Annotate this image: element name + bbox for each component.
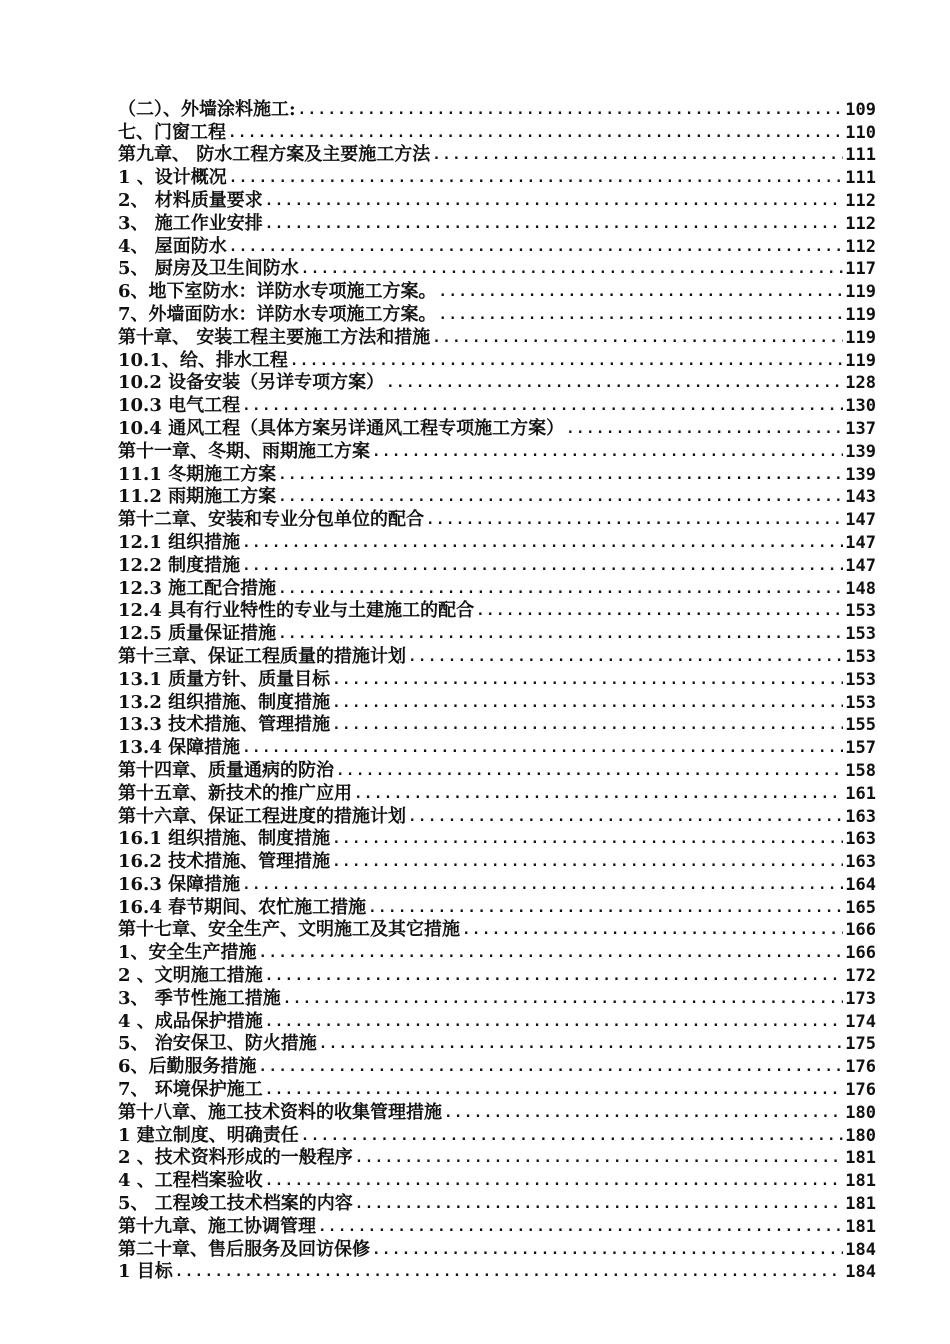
toc-dot-leader	[332, 669, 843, 691]
toc-entry-page-number: 181	[845, 1148, 876, 1169]
toc-entry-title: 5、 工程竣工技术档案的内容	[118, 1193, 353, 1215]
toc-entry-page-number: 163	[845, 852, 876, 873]
toc-entry[interactable]	[118, 668, 876, 691]
toc-entry-title: 第十六章、保证工程进度的措施计划	[118, 805, 406, 827]
toc-entry-title: 七、门窗工程	[118, 121, 226, 143]
toc-entry-title: 11.2 雨期施工方案	[118, 486, 277, 508]
toc-entry-page-number: 109	[845, 99, 876, 120]
toc-entry-page-number: 112	[845, 190, 876, 211]
toc-dot-leader	[432, 144, 843, 166]
toc-entry-title: 2 、文明施工措施	[118, 965, 263, 987]
toc-entry-page-number: 174	[845, 1011, 876, 1032]
toc-entry[interactable]	[118, 1215, 876, 1238]
toc-entry-title: 10.1、给、排水工程	[118, 349, 288, 371]
toc-entry[interactable]	[118, 1192, 876, 1215]
toc-dot-leader	[242, 737, 843, 759]
toc-dot-leader	[332, 714, 843, 736]
toc-entry[interactable]	[118, 1169, 876, 1192]
toc-dot-leader	[355, 1147, 843, 1169]
toc-entry[interactable]	[118, 417, 876, 440]
toc-dot-leader	[368, 897, 843, 919]
toc-dot-leader	[175, 1261, 843, 1283]
toc-entry[interactable]	[118, 554, 876, 577]
toc-entry-page-number: 119	[845, 282, 876, 303]
toc-dot-leader	[242, 532, 843, 554]
toc-entry-title: 6、地下室防水：详防水专项施工方案。	[118, 281, 437, 303]
toc-dot-leader	[439, 281, 844, 303]
toc-entry[interactable]	[118, 1147, 876, 1170]
toc-entry[interactable]	[118, 440, 876, 463]
toc-dot-leader	[301, 1125, 843, 1147]
toc-entry[interactable]	[118, 850, 876, 873]
toc-dot-leader	[278, 578, 843, 600]
toc-entry[interactable]	[118, 828, 876, 851]
toc-entry[interactable]	[118, 144, 876, 167]
toc-dot-leader	[278, 486, 843, 508]
toc-dot-leader	[332, 851, 843, 873]
toc-entry-page-number: 176	[845, 1080, 876, 1101]
toc-entry[interactable]	[118, 258, 876, 281]
toc-entry-title: 1、安全生产措施	[118, 942, 257, 964]
toc-entry-page-number: 157	[845, 738, 876, 759]
toc-entry-title: 7、 环境保护施工	[118, 1079, 263, 1101]
toc-entry[interactable]	[118, 1033, 876, 1056]
toc-dot-leader	[332, 828, 843, 850]
toc-entry-title: 12.1 组织措施	[118, 531, 241, 553]
toc-entry-title: 16.4 春节期间、农忙施工措施	[118, 896, 367, 918]
toc-dot-leader	[444, 1102, 843, 1124]
toc-entry[interactable]	[118, 1101, 876, 1124]
toc-entry-title: 4 、工程档案验收	[118, 1170, 263, 1192]
toc-dot-leader	[336, 760, 843, 782]
toc-dot-leader	[265, 1011, 843, 1033]
toc-dot-leader	[354, 783, 843, 805]
toc-entry[interactable]	[118, 1261, 876, 1284]
toc-entry-title: 13.4 保障措施	[118, 737, 241, 759]
toc-entry[interactable]	[118, 622, 876, 645]
toc-entry-page-number: 175	[845, 1034, 876, 1055]
toc-entry-page-number: 161	[845, 783, 876, 804]
toc-entry-title: 第十七章、安全生产、文明施工及其它措施	[118, 919, 460, 941]
toc-entry-title: 第九章、 防水工程方案及主要施工方法	[118, 144, 431, 166]
toc-entry-page-number: 153	[845, 669, 876, 690]
toc-entry-page-number: 112	[845, 213, 876, 234]
toc-entry[interactable]	[118, 1010, 876, 1033]
toc-entry-title: 第十三章、保证工程质量的措施计划	[118, 645, 406, 667]
toc-dot-leader	[259, 1056, 844, 1078]
toc-entry-page-number: 128	[845, 373, 876, 394]
toc-entry-title: 3、 季节性施工措施	[118, 987, 281, 1009]
toc-entry-page-number: 181	[845, 1171, 876, 1192]
toc-entry-page-number: 130	[845, 396, 876, 417]
toc-entry-page-number: 111	[845, 145, 876, 166]
toc-entry-title: 1 建立制度、明确责任	[118, 1124, 299, 1146]
toc-dot-leader	[319, 1033, 843, 1055]
toc-entry-title: 13.1 质量方针、质量目标	[118, 668, 331, 690]
toc-entry-page-number: 153	[845, 692, 876, 713]
toc-entry-page-number: 181	[845, 1216, 876, 1237]
toc-dot-leader	[278, 464, 843, 486]
toc-entry-title: 1 、设计概况	[118, 167, 227, 189]
toc-entry[interactable]	[118, 919, 876, 942]
toc-entry[interactable]	[118, 1124, 876, 1147]
toc-entry-title: 第十八章、施工技术资料的收集管理措施	[118, 1101, 442, 1123]
toc-entry-page-number: 153	[845, 601, 876, 622]
toc-dot-leader	[298, 99, 844, 121]
toc-entry-title: 10.4 通风工程（具体方案另详通风工程专项施工方案）	[118, 417, 565, 439]
toc-entry-title: 10.2 设备安装（另详专项方案）	[118, 372, 385, 394]
toc-dot-leader	[408, 806, 843, 828]
toc-entry-title: 16.3 保障措施	[118, 873, 241, 895]
toc-entry[interactable]	[118, 896, 876, 919]
toc-entry[interactable]	[118, 873, 876, 896]
toc-entry[interactable]	[118, 805, 876, 828]
toc-entry-title: 第十五章、新技术的推广应用	[118, 782, 352, 804]
toc-entry-page-number: 163	[845, 806, 876, 827]
toc-entry-page-number: 111	[845, 168, 876, 189]
toc-entry-page-number: 180	[845, 1125, 876, 1146]
toc-entry-page-number: 184	[845, 1262, 876, 1283]
toc-entry-page-number: 173	[845, 988, 876, 1009]
toc-dot-leader	[242, 874, 843, 896]
toc-entry-title: 10.3 电气工程	[118, 395, 241, 417]
toc-entry[interactable]	[118, 941, 876, 964]
toc-entry-title: 16.2 技术措施、管理措施	[118, 851, 331, 873]
toc-entry-page-number: 181	[845, 1194, 876, 1215]
toc-entry-title: 5、 厨房及卫生间防水	[118, 258, 299, 280]
toc-entry[interactable]	[118, 645, 876, 668]
toc-entry-page-number: 147	[845, 532, 876, 553]
toc-entry-title: 13.3 技术措施、管理措施	[118, 714, 331, 736]
toc-entry-page-number: 110	[845, 122, 876, 143]
toc-entry-title: 第十四章、质量通病的防治	[118, 759, 334, 781]
toc-entry[interactable]	[118, 303, 876, 326]
toc-dot-leader	[229, 167, 843, 189]
toc-entry-page-number: 153	[845, 624, 876, 645]
toc-entry-title: 3、 施工作业安排	[118, 212, 263, 234]
toc-entry-title: 12.4 具有行业特性的专业与土建施工的配合	[118, 600, 475, 622]
toc-entry[interactable]	[118, 280, 876, 303]
toc-entry-page-number: 165	[845, 897, 876, 918]
toc-entry-page-number: 119	[845, 304, 876, 325]
toc-entry-title: 6、后勤服务措施	[118, 1056, 257, 1078]
toc-entry[interactable]	[118, 987, 876, 1010]
toc-entry-page-number: 155	[845, 715, 876, 736]
toc-entry-page-number: 164	[845, 874, 876, 895]
toc-entry-page-number: 147	[845, 555, 876, 576]
toc-entry[interactable]	[118, 600, 876, 623]
toc-entry-title: 5、 治安保卫、防火措施	[118, 1033, 317, 1055]
toc-dot-leader	[290, 350, 843, 372]
toc-dot-leader	[242, 555, 843, 577]
toc-entry-page-number: 147	[845, 510, 876, 531]
toc-entry-page-number: 119	[845, 350, 876, 371]
toc-entry-title: 4 、成品保护措施	[118, 1010, 263, 1032]
toc-dot-leader	[265, 965, 843, 987]
toc-entry[interactable]	[118, 372, 876, 395]
toc-dot-leader	[332, 692, 843, 714]
toc-dot-leader	[265, 213, 843, 235]
toc-entry-page-number: 139	[845, 441, 876, 462]
toc-entry-title: 2 、技术资料形成的一般程序	[118, 1147, 353, 1169]
toc-entry[interactable]	[118, 463, 876, 486]
toc-dot-leader	[318, 1216, 843, 1238]
toc-entry-title: 12.2 制度措施	[118, 554, 241, 576]
toc-entry[interactable]	[118, 98, 876, 121]
toc-entry-page-number: 117	[845, 259, 876, 280]
toc-entry-title: 第十九章、施工协调管理	[118, 1215, 316, 1237]
toc-dot-leader	[372, 441, 843, 463]
toc-dot-leader	[476, 600, 843, 622]
toc-dot-leader	[439, 304, 844, 326]
toc-entry-title: 12.3 施工配合措施	[118, 577, 277, 599]
toc-dot-leader	[228, 122, 843, 144]
toc-entry[interactable]	[118, 1078, 876, 1101]
toc-entry-page-number: 163	[845, 829, 876, 850]
toc-entry-title: 1 目标	[118, 1261, 173, 1283]
toc-entry-page-number: 184	[845, 1239, 876, 1260]
toc-entry[interactable]	[118, 782, 876, 805]
toc-entry-page-number: 158	[845, 760, 876, 781]
toc-dot-leader	[372, 1239, 843, 1261]
toc-entry-page-number: 139	[845, 464, 876, 485]
toc-entry[interactable]	[118, 714, 876, 737]
toc-entry[interactable]	[118, 121, 876, 144]
toc-dot-leader	[265, 1170, 843, 1192]
toc-entry-title: 第十一章、冬期、雨期施工方案	[118, 440, 370, 462]
toc-dot-leader	[283, 988, 843, 1010]
toc-entry-page-number: 112	[845, 236, 876, 257]
toc-dot-leader	[278, 623, 843, 645]
toc-entry[interactable]	[118, 1055, 876, 1078]
toc-entry[interactable]	[118, 759, 876, 782]
toc-entry-title: 7、外墙面防水：详防水专项施工方案。	[118, 303, 437, 325]
toc-dot-leader	[242, 395, 843, 417]
toc-entry[interactable]	[118, 326, 876, 349]
toc-entry-page-number: 172	[845, 966, 876, 987]
toc-dot-leader	[259, 942, 844, 964]
toc-entry-page-number: 176	[845, 1057, 876, 1078]
toc-dot-leader	[229, 236, 843, 258]
toc-entry-title: 13.2 组织措施、制度措施	[118, 691, 331, 713]
toc-entry-title: 11.1 冬期施工方案	[118, 463, 277, 485]
toc-dot-leader	[462, 919, 843, 941]
toc-entry[interactable]	[118, 691, 876, 714]
toc-entry-page-number: 148	[845, 578, 876, 599]
toc-entry[interactable]	[118, 531, 876, 554]
toc-dot-leader	[355, 1193, 843, 1215]
toc-entry-page-number: 180	[845, 1102, 876, 1123]
toc-entry-page-number: 119	[845, 327, 876, 348]
toc-entry-title: 第十二章、安装和专业分包单位的配合	[118, 509, 424, 531]
toc-dot-leader	[432, 327, 843, 349]
toc-entry[interactable]	[118, 212, 876, 235]
toc-dot-leader	[301, 258, 843, 280]
toc-entry-title: 4、 屋面防水	[118, 235, 227, 257]
toc-entry[interactable]	[118, 235, 876, 258]
toc-entry-page-number: 166	[845, 920, 876, 941]
toc-dot-leader	[426, 509, 843, 531]
toc-entry-title: （二）、外墙涂料施工:	[118, 98, 296, 120]
toc-entry-page-number: 166	[845, 943, 876, 964]
toc-entry[interactable]	[118, 394, 876, 417]
toc-entry[interactable]	[118, 486, 876, 509]
toc-dot-leader	[265, 1079, 843, 1101]
toc-entry-title: 第二十章、售后服务及回访保修	[118, 1238, 370, 1260]
toc-dot-leader	[265, 190, 843, 212]
toc-entry-title: 12.5 质量保证措施	[118, 623, 277, 645]
toc-dot-leader	[566, 418, 843, 440]
toc-entry[interactable]	[118, 1238, 876, 1261]
toc-entry[interactable]	[118, 577, 876, 600]
toc-entry[interactable]	[118, 736, 876, 759]
toc-entry[interactable]	[118, 166, 876, 189]
toc-entry-page-number: 153	[845, 646, 876, 667]
toc-entry-page-number: 137	[845, 418, 876, 439]
toc-entry[interactable]	[118, 349, 876, 372]
toc-entry[interactable]	[118, 508, 876, 531]
toc-dot-leader	[386, 372, 843, 394]
toc-dot-leader	[408, 646, 843, 668]
toc-entry-title: 第十章、 安装工程主要施工方法和措施	[118, 326, 431, 348]
toc-entry[interactable]	[118, 964, 876, 987]
toc-entry-title: 2、 材料质量要求	[118, 189, 263, 211]
toc-entry-title: 16.1 组织措施、制度措施	[118, 828, 331, 850]
table-of-contents	[118, 98, 876, 1283]
toc-entry[interactable]	[118, 189, 876, 212]
toc-entry-page-number: 143	[845, 487, 876, 508]
